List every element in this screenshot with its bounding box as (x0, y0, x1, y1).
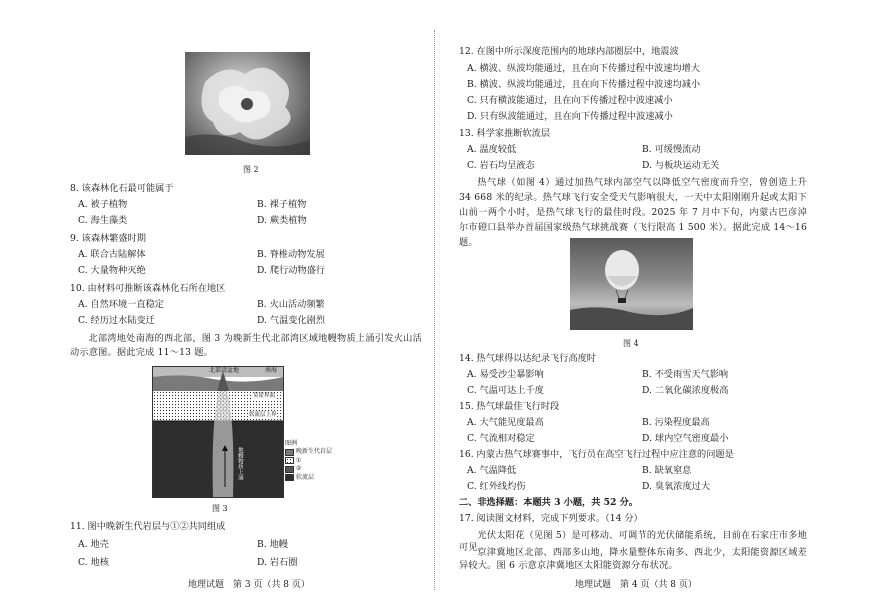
q11-option-a[interactable]: A. 地壳 (78, 539, 109, 550)
balloon-photo-drawing (570, 238, 693, 330)
q14-option-b[interactable]: B. 不受雨雪天气影响 (642, 369, 729, 380)
q11-option-b[interactable]: B. 地幔 (257, 539, 288, 550)
question-13-stem: 13. 科学家推断软流层 (459, 128, 551, 139)
figure4-caption: 图 4 (623, 339, 639, 348)
question-17-stem: 17. 阅读图文材料，完成下列要求。（14 分） (459, 513, 643, 524)
figure3-diagram (152, 366, 284, 498)
question-14-stem: 14. 热气球得以达纪录飞行高度时 (459, 353, 596, 364)
question-15-stem: 15. 热气球最佳飞行时段 (459, 401, 560, 412)
q10-option-a[interactable]: A. 自然环境一直稳定 (78, 299, 164, 310)
legend-label-asthenosphere: 软流层 (296, 473, 315, 481)
q8-option-d[interactable]: D. 蕨类植物 (257, 215, 307, 226)
figure2-caption: 图 2 (243, 165, 259, 174)
footer-page-3: 地理试题 第 3 页（共 8 页） (188, 580, 310, 590)
figure4-hot-air-balloon-photo (570, 238, 693, 330)
q10-option-d[interactable]: D. 气温变化剧烈 (257, 315, 326, 326)
q11-option-c[interactable]: C. 地核 (78, 557, 109, 568)
legend-label-strata: 晚新生代岩层 (296, 448, 333, 456)
fossil-photo-drawing (185, 52, 310, 155)
q8-option-b[interactable]: B. 裸子植物 (257, 199, 307, 210)
q11-option-d[interactable]: D. 岩石圈 (257, 557, 298, 568)
q14-option-d[interactable]: D. 二氧化碳浓度极高 (642, 385, 729, 396)
question-12-stem: 12. 在图中所示深度范围内的地球内部圈层中，地震波 (459, 46, 679, 57)
q13-option-c[interactable]: C. 岩石均呈液态 (467, 160, 535, 171)
q16-option-c[interactable]: C. 红外线灼伤 (467, 481, 526, 492)
q9-option-a[interactable]: A. 联合古陆解体 (78, 249, 146, 260)
q15-option-b[interactable]: B. 污染程度最高 (642, 417, 710, 428)
question-9-stem: 9. 该森林繁盛时期 (70, 233, 146, 244)
q16-option-d[interactable]: D. 臭氧浓度过大 (642, 481, 711, 492)
fig3-label-mantle-upwelling: 地幔物质上涌 (236, 447, 243, 480)
question-8-stem: 8. 该森林化石最可能属于 (70, 183, 174, 194)
q13-option-d[interactable]: D. 与板块运动无关 (642, 160, 720, 171)
figure3-caption: 图 3 (212, 504, 228, 513)
q10-option-b[interactable]: B. 火山活动频繁 (257, 299, 325, 310)
q17-material-para-2: 京津冀地区北部、西部多山地，降水量整体东南多、西北少，太阳能资源区域差异较大。图 6 示意京津冀地区太阳能资源分布状况。 (459, 547, 807, 572)
fig3-label-moho: 莫霍界面 (253, 393, 276, 399)
q14-option-a[interactable]: A. 易受沙尘暴影响 (467, 369, 544, 380)
legend-item-strata (285, 448, 332, 456)
legend-label-1: ① (296, 456, 302, 464)
q17-material-para-1: 光伏太阳花（见图 5）是可移动、可调节的光伏储能系统，目前在石家庄市多地可见。 (459, 530, 807, 553)
q15-option-d[interactable]: D. 球内空气密度最小 (642, 433, 729, 444)
footer-page-4: 地理试题 第 4 页（共 8 页） (575, 580, 697, 590)
material-intro-14-16: 热气球（如图 4）通过加热气球内部空气以降低空气密度而升空，曾创造上升 34 668 米的纪录。热气球飞行安全受天气影响很大，一天中太阳刚刚升起或太阳下山前一两个小时，是热气球飞行的最佳时段。2025 年 7 月中下旬，内蒙古巴彦淖尔市磴口县举办首届国家级热气球挑战赛（飞行限高 1 500 米）。据此完成 14～16 题。 (459, 177, 807, 248)
figure3-legend (285, 440, 332, 482)
q10-option-c[interactable]: C. 经历过水陆变迁 (78, 315, 155, 326)
legend-swatch-strata (285, 449, 294, 456)
q16-option-a[interactable]: A. 气温降低 (467, 465, 517, 476)
question-16-stem: 16. 内蒙古热气球赛事中，飞行员在高空飞行过程中应注意的问题是 (459, 449, 734, 460)
section-2-heading: 二、非选择题：本题共 3 小题，共 52 分。 (459, 497, 638, 508)
q14-option-c[interactable]: C. 气温可达上千度 (467, 385, 544, 396)
q8-option-c[interactable]: C. 海生藻类 (78, 215, 128, 226)
legend-item-2 (285, 465, 332, 473)
fig3-label-sea: 南海 (265, 367, 278, 374)
q13-option-b[interactable]: B. 可缓慢流动 (642, 144, 701, 155)
legend-item-asthenosphere (285, 474, 332, 482)
q12-option-b[interactable]: B. 横波、纵波均能通过，且在向下传播过程中波速均减小 (467, 79, 701, 90)
legend-swatch-2 (285, 466, 294, 473)
figure3-cross-section (153, 367, 283, 497)
material-intro-11-13: 北部湾地处南海的西北部，图 3 为晚新生代北部湾区域地幔物质上涌引发火山活动示意图。据此完成 11～13 题。 (70, 333, 422, 359)
q15-option-a[interactable]: A. 大气能见度最高 (467, 417, 544, 428)
question-11-stem: 11. 图中晚新生代岩层与①②共同组成 (70, 521, 226, 532)
legend-label-2: ② (296, 465, 302, 473)
q9-option-b[interactable]: B. 脊椎动物发展 (257, 249, 325, 260)
q9-option-d[interactable]: D. 爬行动物盛行 (257, 265, 326, 276)
legend-swatch-asthenosphere (285, 474, 294, 481)
q15-option-c[interactable]: C. 气流相对稳定 (467, 433, 535, 444)
q13-option-a[interactable]: A. 温度较低 (467, 144, 517, 155)
q12-option-d[interactable]: D. 只有纵波能通过，且在向下传播过程中波速减小 (467, 111, 673, 122)
legend-item-1 (285, 457, 332, 465)
q9-option-c[interactable]: C. 大量物种灭绝 (78, 265, 146, 276)
question-10-stem: 10. 由材料可推断该森林化石所在地区 (70, 283, 226, 294)
q16-option-b[interactable]: B. 缺氧窒息 (642, 465, 692, 476)
q12-option-c[interactable]: C. 只有横波能通过，且在向下传播过程中波速减小 (467, 95, 673, 106)
q8-option-a[interactable]: A. 被子植物 (78, 199, 128, 210)
figure2-forest-fossil-photo (185, 52, 310, 155)
fig3-label-asthenosphere-top: 软流层上界 (249, 412, 277, 418)
fig3-label-basin: 北部湾盆地 (209, 367, 240, 374)
legend-swatch-1 (285, 457, 294, 464)
q12-option-a[interactable]: A. 横波、纵波均能通过，且在向下传播过程中波速均增大 (467, 63, 700, 74)
legend-title: 图例 (285, 440, 298, 447)
